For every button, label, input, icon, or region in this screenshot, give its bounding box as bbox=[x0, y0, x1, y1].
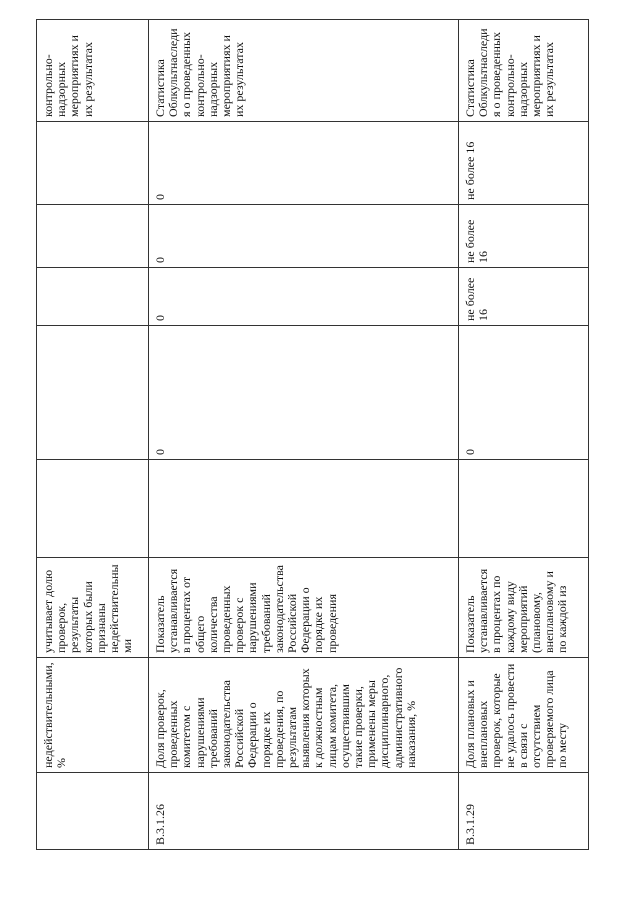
value-text: 0 bbox=[153, 257, 167, 263]
value-text: 0 bbox=[153, 315, 167, 321]
row-source: Статистика Облкультнаследия о проведенных контрольно-надзорных мероприятиях и их результатах bbox=[149, 20, 459, 122]
value-text: 0 bbox=[153, 449, 167, 455]
indicator-table bbox=[36, 19, 589, 850]
value-text: не более 16 bbox=[463, 141, 477, 200]
row-method: Показатель устанавливается в процентах по каждому виду мероприятий (плановому, внеплановому и по каждой из bbox=[459, 558, 589, 658]
row-name: Доля плановых и внеплановых проверок, которые не удалось провести в связи с отсутствием проверяемого лица по месту bbox=[459, 658, 589, 773]
row-code: В.3.1.29 bbox=[459, 773, 589, 850]
value-text: не более 16 bbox=[463, 277, 491, 321]
row-base bbox=[37, 460, 149, 558]
value-text: 0 bbox=[153, 194, 167, 200]
table-row bbox=[149, 20, 459, 850]
row-value-2 bbox=[37, 268, 149, 326]
row-source: Статистика Облкультнаследия о проведенных контрольно-надзорных мероприятиях и их результатах bbox=[459, 20, 589, 122]
row-value-3 bbox=[149, 205, 459, 268]
row-value-4 bbox=[459, 122, 589, 205]
row-code bbox=[37, 773, 149, 850]
row-value-3 bbox=[37, 205, 149, 268]
rotated-page bbox=[36, 20, 588, 850]
row-value-3 bbox=[459, 205, 589, 268]
value-text: 0 bbox=[463, 449, 477, 455]
row-value-2 bbox=[459, 268, 589, 326]
row-name: Доля проверок, проведенных комитетом с нарушениями требований законодательства Российской Федерации о порядке их проведения, по результатам выявления которых к должностным лицам комитета, осуществившим такие проверки, применены меры дисциплинарного, административного наказания, % bbox=[149, 658, 459, 773]
row-value-1 bbox=[149, 326, 459, 460]
row-value-4 bbox=[149, 122, 459, 205]
row-name: недействительными, % bbox=[37, 658, 149, 773]
row-code: В.3.1.26 bbox=[149, 773, 459, 850]
row-source: контрольно-надзорных мероприятиях и их результатах bbox=[37, 20, 149, 122]
row-base bbox=[459, 460, 589, 558]
row-method: учитывает долю проверок, результаты которых были признаны недействительны ми bbox=[37, 558, 149, 658]
table-row bbox=[37, 20, 149, 850]
row-value-2 bbox=[149, 268, 459, 326]
row-value-4 bbox=[37, 122, 149, 205]
value-text: не более 16 bbox=[463, 219, 491, 263]
row-value-1 bbox=[459, 326, 589, 460]
row-method: Показатель устанавливается в процентах от общего количества проведенных проверок с нарушениями требований законодательства Российской Федерации о порядке их проведения bbox=[149, 558, 459, 658]
row-value-1 bbox=[37, 326, 149, 460]
row-base bbox=[149, 460, 459, 558]
table-row bbox=[459, 20, 589, 850]
